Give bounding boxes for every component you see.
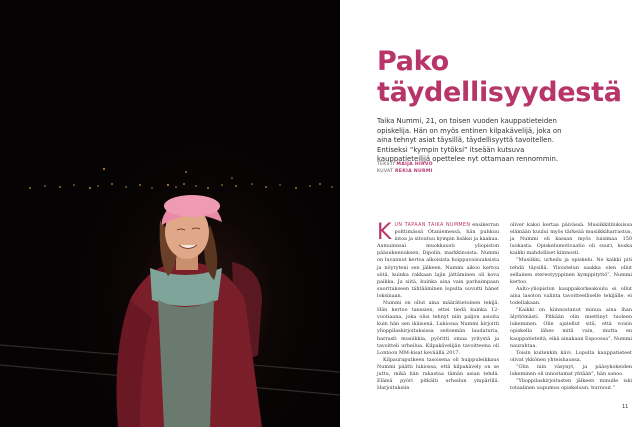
body-paragraph: ”Olin niin väsynyt, ja pääsykokeiden lukeminen oli innostamat yhtään”, hän sanoo.	[510, 363, 632, 377]
body-paragraph: Nummi on ollut aina määrätietoinen tekijä. Hän kertoo tanssien, ettei tiedä kuinka 12-vuotiaana, joka olisi tehnyt niin paljon asioita kuin hän sen ikäisenä. Lukiossa Nummi kirjoitti ylioppilaskirjoituksissa seitsemän laudaturia, harrasti musiikkia, pyöritti omaa yritystä ja tavoitteli urheilua. Kilpakävelijän tavoitteena oli Lontoon MM-kisat keväällä 2017.	[377, 300, 499, 356]
body-paragraph: Toisin kuitenkin kävi. Lopulta kauppatieteet olivat ykkönen yhteishaussa.	[510, 349, 632, 363]
credit-photo-label: KUVAT	[377, 169, 394, 174]
opening-caps: UN TAPAAN TAIKA NUMMEN	[394, 223, 471, 228]
body-column-1	[377, 222, 499, 392]
body-column-2	[510, 222, 632, 392]
body-paragraph: ”Musiikki, urheilu ja opiskelu. Ne kaikki piti tehdä täysillä. Ylioistelun saakka olen ollut sellainen stereotyyppinen kymppityttö”, Nummi kertoo.	[510, 257, 632, 285]
opening-text: ensikerran polttimässä Otaniemessä, hän puhkuu intoa ja sitoutuu kympin lisäksi ja kaakua. Aamuinnsai muokkausti yliopiston pääsukennuksen, Dipolin, markkinoista. Nummi on luvannut kertoa alkoisista hoippuvaisuuksista ja nöyryteni sen jälkeen. Nummi aikoo kertoa siitä, kuinka rakkaan lajin jättäminen oli kova paikka. Ja siitä, kuinka aina vain parhaimpaan suoritukseen tähtääminen lopulta uuvutti hänet loksinaan.	[377, 222, 499, 299]
body-paragraph: ”Kaikki on kiinnostanut minua aina ihan älyttömästi. Pitkään olin miettinyt tuoleen lukeminen. Olin ajatellut sitä, että voisin opiskella lähes mitä vain, mutta en kauppatieteitä, eikä ainakaan Espoossa”, Nummi naurahtaa.	[510, 307, 632, 349]
title-line-1: Pako	[377, 46, 449, 77]
article-credits	[377, 161, 433, 175]
body-paragraph: Kilpauraputkeen tasoisena oli huippuleikkaus Nummi päätti lukiossa, että kilpakävely on se juttu, mikä hän rakastaa tämän asian tehdä. Elämä pyöri pitkälti urheilun ympärillä. Harjoituksiin	[377, 356, 499, 392]
credit-text	[377, 161, 433, 168]
credit-photo-author: REKIA NURMI	[394, 169, 433, 174]
drop-cap: K	[377, 220, 392, 245]
article-lead: Taika Nummi, 21, on toisen vuoden kauppatieteiden opiskelija. Hän on myös entinen kilpakävelijä, joka on aina tehnyt asiat täysillä, täydellisyyttä tavoitellen. Entiseksi ”kympin tytöksi” itseään kutsuva kauppatieteilijä opettelee nyt ottamaan rennommin.	[377, 117, 562, 164]
title-line-2: täydellisyydestä	[377, 77, 622, 108]
credit-photo	[377, 168, 433, 175]
body-paragraph: Aalto-yliopiston kauppakorkeakoulu ei ollut aina lasoton valinta tavoitteelliselle tekijälle, ei todellakaan.	[510, 285, 632, 307]
credit-text-label: TEKSTI	[377, 162, 395, 167]
page-number: 11	[622, 404, 629, 410]
body-paragraph: oliver kaksi kertaa päivässä. Musiikkitiluksissa elämään kuului myös tärkeää musiikkiharrastus, ja Nummi oli kassan myös luisimaa 150 luokasta. Opiskelumotivaatio oli suuri, koska kaikki mahdolliset kiinnosti.	[510, 222, 632, 257]
article-page	[340, 0, 640, 427]
body-paragraph: ”Ylioppilaskirjoitusten jälkeen minulle iski totaalinen uupumus opiskeluun, burnout.”	[510, 378, 632, 392]
article-title	[377, 46, 622, 108]
body-paragraph	[377, 222, 499, 300]
credit-text-author: MAIJA HIRVO	[396, 162, 433, 167]
